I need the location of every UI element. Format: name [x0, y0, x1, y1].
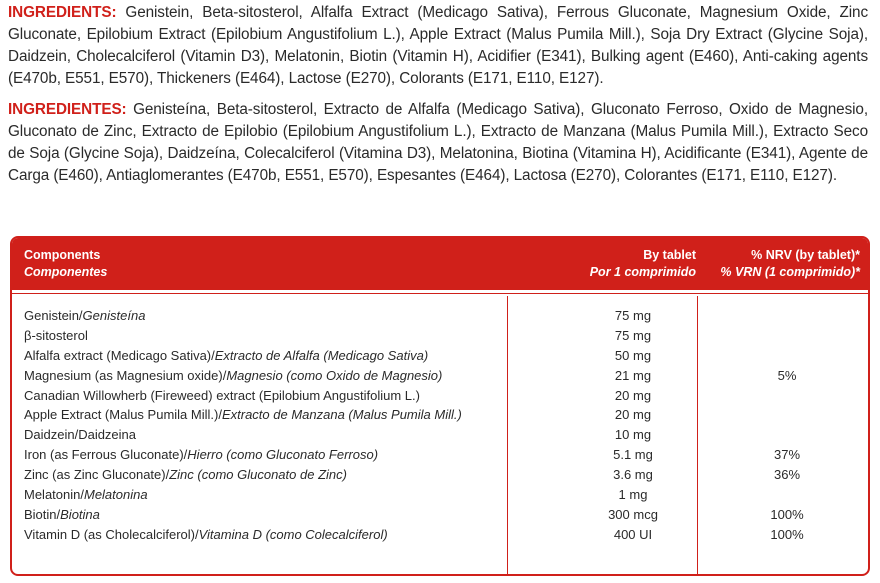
component-name-en: Biotin/: [24, 506, 61, 522]
component-name-en: Daidzein/Daidzeina: [24, 427, 137, 443]
header-nrv: [702, 247, 860, 281]
component-name-es: Zinc (como Gluconato de Zinc): [169, 467, 347, 483]
ingredients-english-label: INGREDIENTS:: [8, 4, 117, 21]
component-name: [24, 505, 100, 525]
header-by-tablet-en: By tablet: [643, 248, 696, 262]
component-name: [24, 306, 145, 326]
header-nrv-en: % NRV (by tablet)*: [751, 248, 860, 262]
table-row: [12, 326, 868, 346]
component-name: [24, 366, 442, 386]
component-name-es: Extracto de Manzana (Malus Pumila Mill.): [221, 407, 462, 423]
component-name: [24, 465, 347, 485]
amount-per-tablet: 300 mcg: [608, 506, 658, 522]
component-name-en: Melatonin/: [24, 487, 84, 503]
table-header: [12, 238, 868, 290]
component-name-es: Genisteína: [82, 308, 146, 323]
table-row: [12, 405, 868, 425]
amount-per-tablet: 20 mg: [614, 387, 652, 403]
table-row: [12, 445, 868, 465]
component-name: [24, 386, 420, 406]
component-name: [24, 405, 462, 425]
amount-per-tablet: 75 mg: [614, 327, 652, 343]
nrv-percent: 100%: [770, 506, 804, 522]
nrv-percent: 100%: [770, 526, 804, 542]
amount-per-tablet: 1 mg: [618, 487, 648, 503]
amount-per-tablet: 21 mg: [614, 367, 652, 383]
ingredients-spanish-text: Genisteína, Beta-sitosterol, Extracto de Alfalfa (Medicago Sativa), Gluconato Ferroso, Oxido de Magnesio, Gluconato de Zinc, Extracto de Epilobio (Epilobium Angustifolium L.), Extracto de Manzana (Malus Pumila Mill.), Extracto Seco de Soja (Glycine Soja), Daidzeína, Colecalciferol (Vitamina D3), Melatonina, Biotina (Vitamina H), Acidificante (E341), Agente de Carga (E460), Antiaglomerantes (E470b, E551, E570), Espesantes (E464), Lactosa (E270), Colorantes (E171, E110, E127).: [8, 101, 868, 184]
nrv-percent: 37%: [773, 447, 801, 463]
component-name-en: Magnesium (as Magnesium oxide)/: [24, 367, 227, 383]
component-name: [24, 326, 88, 346]
ingredients-spanish-label: INGREDIENTES:: [8, 101, 127, 118]
table-body: [12, 306, 868, 545]
amount-per-tablet: 400 UI: [613, 526, 653, 542]
component-name: [24, 346, 428, 366]
amount-per-tablet: 3.6 mg: [613, 467, 653, 483]
component-name-en: β-sitosterol: [24, 327, 88, 343]
header-nrv-es: % VRN (1 comprimido)*: [720, 265, 860, 279]
amount-per-tablet: 75 mg: [614, 308, 652, 323]
component-name-es: Magnesio (como Oxido de Magnesio): [226, 367, 443, 383]
component-name-en: Vitamin D (as Cholecalciferol)/: [24, 526, 199, 542]
table-row: [12, 465, 868, 485]
header-by-tablet-es: Por 1 comprimido: [589, 265, 696, 279]
table-row: [12, 386, 868, 406]
header-components-es: Componentes: [24, 265, 108, 279]
table-row: [12, 346, 868, 366]
table-row: [12, 425, 868, 445]
component-name-es: Melatonina: [83, 487, 148, 503]
component-name: [24, 445, 378, 465]
header-components: [24, 247, 107, 281]
ingredients-english-text: Genistein, Beta-sitosterol, Alfalfa Extract (Medicago Sativa), Ferrous Gluconate, Magnesium Oxide, Zinc Gluconate, Epilobium Extract (Epilobium Angustifolium L.), Apple Extract (Malus Pumila Mill.), Soja Dry Extract (Glycine Soja), Daidzein, Cholecalciferol (Vitamin D3), Melatonin, Biotin (Vitamin H), Acidifier (E341), Bulking agent (E460), Anti-caking agents (E470b, E551, E570), Thickeners (E464), Lactose (E270), Colorants (E171, E110, E127).: [8, 4, 868, 87]
component-name-es: Hierro (como Gluconato Ferroso): [187, 447, 379, 463]
header-divider: [12, 293, 868, 294]
table-row: [12, 366, 868, 386]
component-name-es: Extracto de Alfalfa (Medicago Sativa): [214, 347, 429, 363]
table-row: [12, 306, 868, 326]
amount-per-tablet: 20 mg: [614, 407, 652, 423]
table-row: [12, 485, 868, 505]
table-row: [12, 505, 868, 525]
component-name-es: Vitamina D (como Colecalciferol): [198, 526, 388, 542]
nutrition-table: [10, 236, 870, 576]
amount-per-tablet: 10 mg: [614, 427, 652, 443]
header-components-en: Components: [24, 248, 101, 262]
component-name-en: Zinc (as Zinc Gluconate)/: [24, 467, 170, 483]
amount-per-tablet: 5.1 mg: [613, 447, 653, 463]
ingredients-spanish: [8, 99, 868, 187]
component-name-en: Apple Extract (Malus Pumila Mill.)/: [24, 407, 222, 423]
component-name: [24, 525, 388, 545]
component-name-en: Alfalfa extract (Medicago Sativa)/: [24, 347, 215, 363]
component-name-en: Canadian Willowherb (Fireweed) extract (Epilobium Angustifolium L.): [24, 387, 420, 403]
amount-per-tablet: 50 mg: [614, 347, 652, 363]
component-name-en: Iron (as Ferrous Gluconate)/: [24, 447, 188, 463]
ingredients-english: [8, 2, 868, 90]
component-name-es: Biotina: [60, 506, 100, 522]
component-name: [24, 485, 148, 505]
component-name-en: Genistein/: [24, 308, 83, 323]
nrv-percent: 5%: [777, 367, 797, 383]
header-by-tablet: [566, 247, 696, 281]
nrv-percent: 36%: [773, 467, 801, 483]
table-row: [12, 525, 868, 545]
component-name: [24, 425, 136, 445]
